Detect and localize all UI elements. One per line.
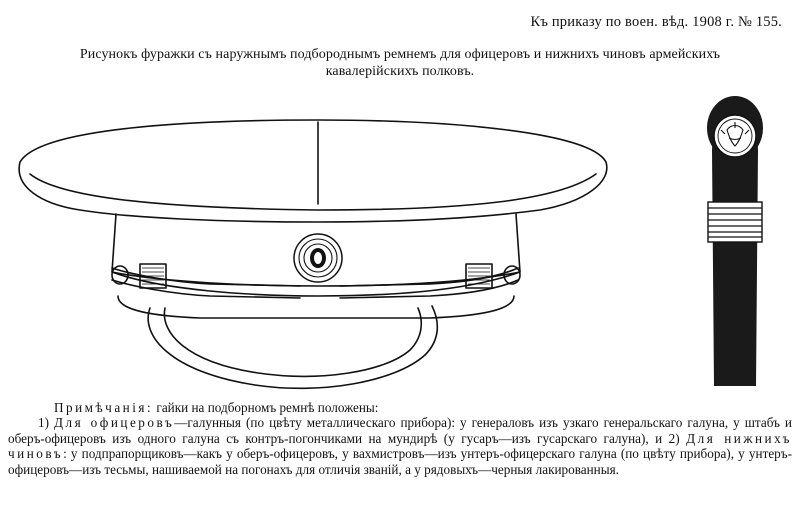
chin-strap-detail: [690, 90, 780, 390]
item2-text: : у подпрапорщиковъ—какъ у оберъ-офицеровъ, у вахмистровъ—изъ унтеръ-офицерскаго галуна (по цвѣту прибора), у унтеръ-офицеровъ—изъ тесьмы, нашиваемой на погонахъ для отличія званій, а у рядовыхъ—черныя лакированныя.: [8, 446, 792, 477]
item2-label: Для нижнихъ чиновъ: [8, 430, 792, 462]
item1-prefix: 1): [38, 415, 55, 431]
notes-body: [8, 415, 792, 477]
strap-button: [714, 115, 756, 157]
notes-section: [8, 400, 792, 477]
title-line-2: кавалерійскихъ полковъ.: [325, 64, 475, 79]
item1-label: Для офицеровъ: [54, 415, 175, 431]
cap-crown: [19, 120, 607, 222]
item1-text: —галунныя (по цвѣту металлическаго прибора): у генераловъ изъ узкаго генеральскаго галуна, у штабъ и оберъ-офицеровъ изъ одного галуна съ контръ-погончиками на мундирѣ (у гусаръ—изъ гусарскаго галуна), и 2): [8, 415, 792, 446]
notes-heading: [8, 400, 792, 415]
cap-drawing: [0, 100, 620, 400]
order-reference: Къ приказу по воен. вѣд. 1908 г. № 155.: [530, 14, 782, 30]
title-line-1: Рисунокъ фуражки съ наружнымъ подбороднымъ ремнемъ для офицеровъ и нижнихъ чиновъ армейскихъ: [79, 47, 721, 62]
notes-heading-label: Примѣчанія:: [54, 400, 154, 415]
notes-heading-text: гайки на подборномъ ремнѣ положены:: [153, 400, 379, 415]
cockade: [294, 234, 342, 282]
strap-keeper: [708, 202, 762, 242]
document-title: [8, 46, 792, 80]
strap-body: [712, 128, 758, 387]
